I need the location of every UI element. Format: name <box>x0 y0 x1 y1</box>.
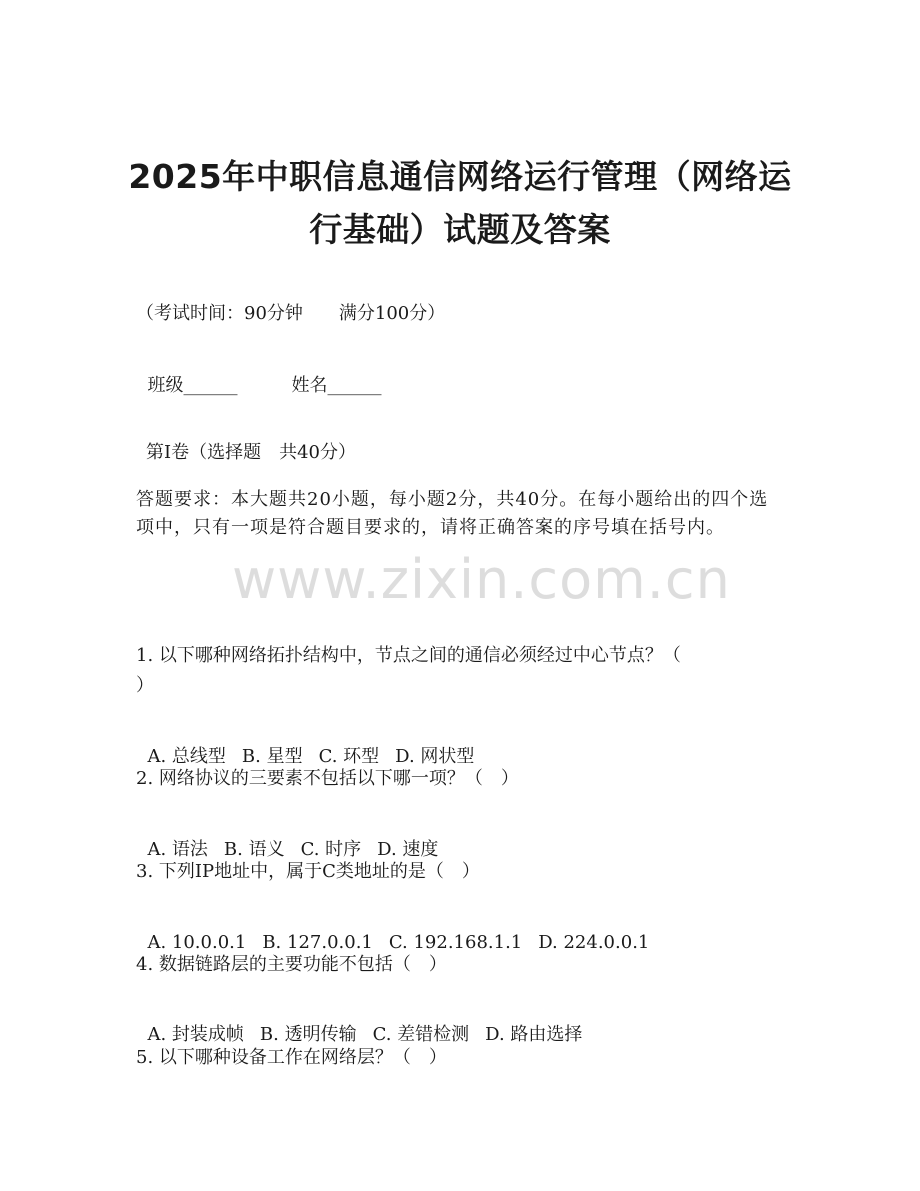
option-b: B. 语义 <box>223 839 285 860</box>
exam-info: （考试时间：90分钟 满分100分） <box>136 303 446 324</box>
option-c: C. 环型 <box>318 746 380 767</box>
option-c: C. 差错检测 <box>372 1024 470 1045</box>
option-b: B. 127.0.0.1 <box>262 932 373 953</box>
question-2-stem: 2. 网络协议的三要素不包括以下哪一项？（ ） <box>136 768 519 789</box>
question-5-stem: 5. 以下哪种设备工作在网络层？（ ） <box>136 1047 447 1068</box>
instructions: 答题要求：本大题共20小题，每小题2分，共40分。在每小题给出的四个选项中，只有一项是符合题目要求的，请将正确答案的序号填在括号内。 <box>136 489 769 538</box>
option-a: A. 封装成帧 <box>147 1024 244 1045</box>
class-field: 班级______ <box>147 375 238 396</box>
section-title: 第I卷（选择题 共40分） <box>146 442 357 463</box>
question-2-options <box>136 814 454 862</box>
option-a: A. 总线型 <box>147 746 226 767</box>
option-c: C. 时序 <box>300 839 362 860</box>
question-4-options <box>136 999 598 1047</box>
option-b: B. 透明传输 <box>259 1024 357 1045</box>
question-1-stem-cont: ） <box>136 675 154 696</box>
option-a: A. 10.0.0.1 <box>147 932 247 953</box>
document-title <box>120 150 800 256</box>
option-a: A. 语法 <box>147 839 208 860</box>
question-3-stem: 3. 下列IP地址中，属于C类地址的是（ ） <box>136 861 480 882</box>
option-d: D. 224.0.0.1 <box>538 932 650 953</box>
name-field: 姓名______ <box>291 375 382 396</box>
watermark: www.zixin.com.cn <box>232 548 731 611</box>
student-info <box>136 350 381 398</box>
title-line-1: 2025年中职信息通信网络运行管理（网络运 <box>128 157 792 196</box>
option-d: D. 速度 <box>377 839 439 860</box>
question-1-stem: 1. 以下哪种网络拓扑结构中，节点之间的通信必须经过中心节点？（ <box>136 645 681 666</box>
option-b: B. 星型 <box>241 746 303 767</box>
option-d: D. 路由选择 <box>485 1024 583 1045</box>
question-1-options <box>136 721 490 769</box>
option-c: C. 192.168.1.1 <box>388 932 523 953</box>
question-3-options <box>136 907 665 955</box>
question-4-stem: 4. 数据链路层的主要功能不包括（ ） <box>136 954 447 975</box>
title-line-2: 行基础）试题及答案 <box>309 210 611 249</box>
option-d: D. 网状型 <box>395 746 475 767</box>
